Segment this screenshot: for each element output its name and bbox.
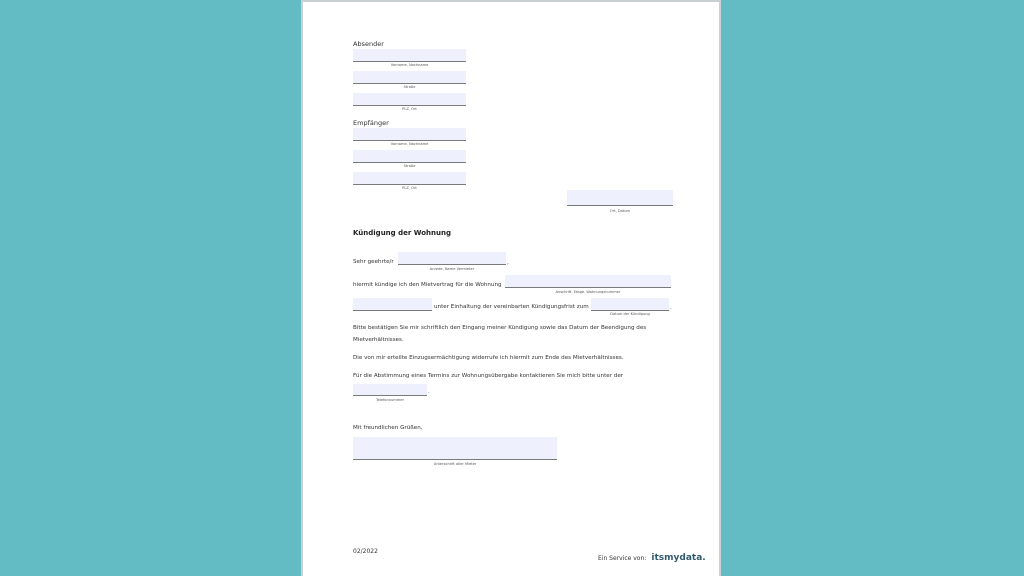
recipient-name-field[interactable] (353, 128, 466, 141)
recipient-heading: Empfänger (353, 119, 389, 127)
apartment-field[interactable] (505, 275, 671, 288)
salutation-field[interactable] (398, 252, 506, 265)
confirmation-paragraph: Bitte bestätigen Sie mir schriftlich den Eingang meiner Kündigung sowie das Datum der Beendigung des Mietverhältnisses. (353, 325, 647, 343)
salutation-prefix: Sehr geehrte/r (353, 259, 394, 265)
footer-service (598, 545, 706, 564)
termination-date-field[interactable] (591, 298, 669, 311)
termination-line: hiermit kündige ich den Mietvertrag für die Wohnung (353, 282, 502, 288)
termination-date-caption: Datum der Kündigung (610, 312, 650, 316)
line2-leading-field[interactable] (353, 298, 432, 311)
signature-caption: Unterschrift aller Mieter (433, 462, 477, 466)
sender-street-caption: Straße (403, 85, 416, 89)
footer-date: 02/2022 (353, 548, 378, 555)
sender-name-caption: Vorname, Nachname (390, 63, 429, 67)
recipient-street-caption: Straße (403, 164, 416, 168)
signature-field[interactable] (353, 437, 557, 460)
footer-service-label: Ein Service von: (598, 555, 647, 562)
salutation-suffix: , (507, 260, 509, 266)
phone-caption: Telefonnummer (376, 398, 404, 402)
apartment-caption: Anschrift, Etage, Wohnungsnummer (555, 290, 621, 294)
sender-street-field[interactable] (353, 71, 466, 84)
sender-city-field[interactable] (353, 93, 466, 106)
notice-period-line: unter Einhaltung der vereinbarten Kündigungsfrist zum (434, 304, 589, 310)
closing-text: Mit freundlichen Grüßen, (353, 425, 423, 431)
sender-city-caption: PLZ, Ort (402, 107, 417, 111)
document-page (301, 0, 721, 576)
sender-heading: Absender (353, 40, 384, 48)
phone-suffix: . (428, 389, 430, 395)
handover-paragraph: Für die Abstimmung eines Termins zur Wohnungsübergabe kontaktieren Sie mich bitte unter der (353, 373, 624, 379)
direct-debit-paragraph: Die von mir erteilte Einzugsermächtigung widerrufe ich hiermit zum Ende des Mietverhältnisses. (353, 355, 624, 361)
date-field[interactable] (567, 190, 673, 206)
date-caption: Ort, Datum (609, 209, 631, 213)
phone-field[interactable] (353, 384, 427, 396)
sender-name-field[interactable] (353, 49, 466, 62)
brand-logo: itsmydata. (651, 553, 706, 563)
notice-period-suffix: . (670, 305, 672, 311)
recipient-city-field[interactable] (353, 172, 466, 185)
recipient-name-caption: Vorname, Nachname (390, 142, 429, 146)
salutation-caption: Anrede, Name Vermieter (429, 267, 475, 271)
recipient-city-caption: PLZ, Ort (402, 186, 417, 190)
letter-title: Kündigung der Wohnung (353, 229, 451, 237)
recipient-street-field[interactable] (353, 150, 466, 163)
